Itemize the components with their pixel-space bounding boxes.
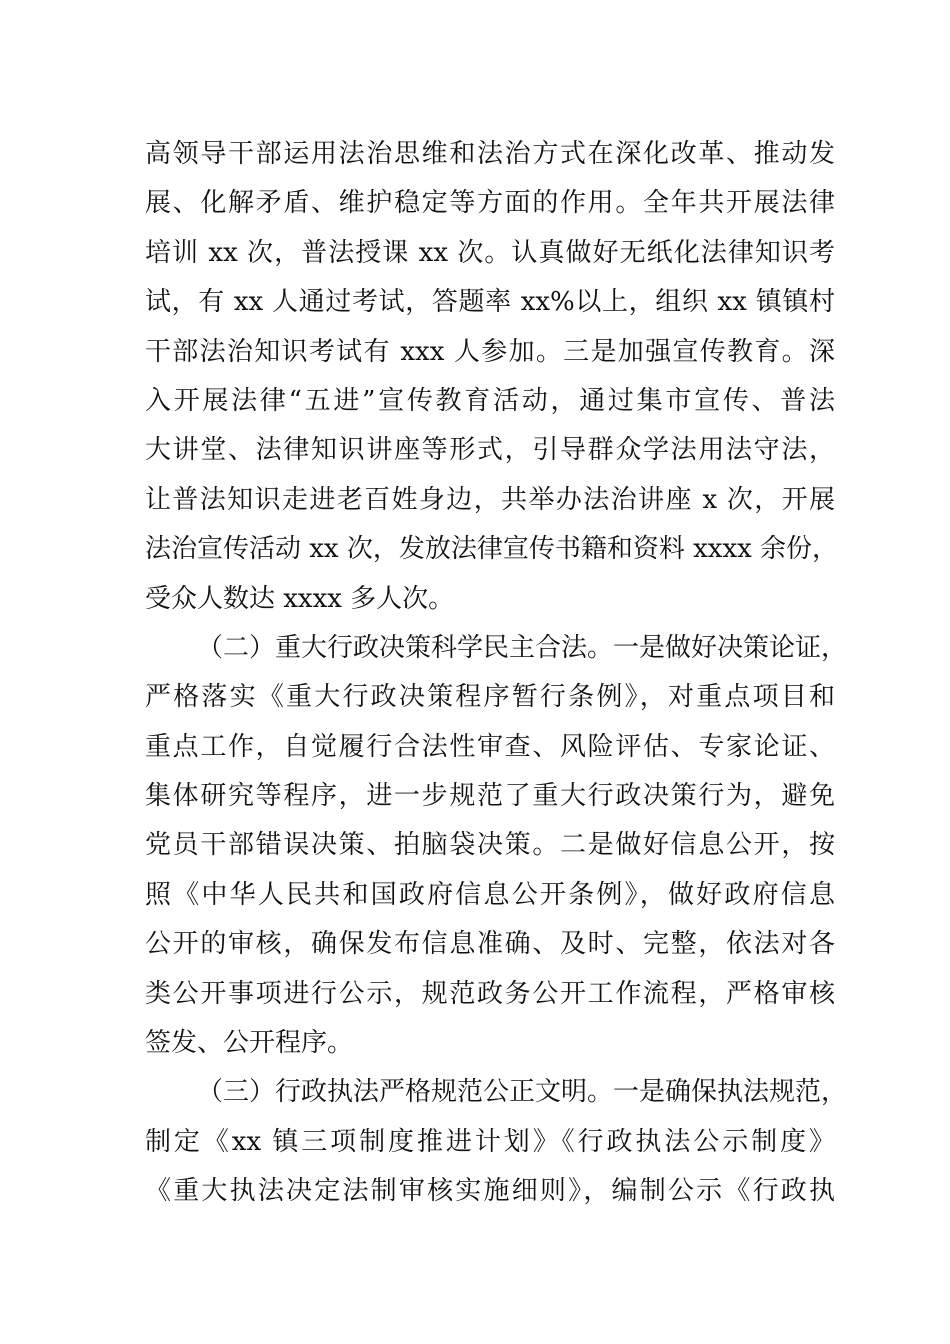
section-heading-line: （二）重大行政决策科学民主合法。一是做好决策论证，: [197, 632, 848, 663]
text-line: 照《中华人民共和国政府信息公开条例》，做好政府信息: [145, 879, 835, 910]
text-line: 党员干部错误决策、拍脑袋决策。二是做好信息公开，按: [145, 830, 835, 861]
section-heading-line: （三）行政执法严格规范公正文明。一是确保执法规范，: [197, 1077, 848, 1108]
text-line: 干部法治知识考试有 xxx 人参加。三是加强宣传教育。深: [145, 336, 835, 367]
body-text: [145, 130, 848, 1217]
text-line: 法治宣传活动 xx 次，发放法律宣传书籍和资料 xxxx 余份，: [145, 534, 839, 565]
text-line: 展、化解矛盾、维护稳定等方面的作用。全年共开展法律: [145, 188, 835, 219]
text-line: 《重大执法决定法制审核实施细则》，编制公示《行政执: [145, 1176, 835, 1207]
text-line: 重点工作，自觉履行合法性审查、风险评估、专家论证、: [145, 731, 835, 762]
text-line: 制定《xx 镇三项制度推进计划》《行政执法公示制度》: [145, 1126, 835, 1157]
text-line: 试，有 xx 人通过考试，答题率 xx%以上，组织 xx 镇镇村: [145, 287, 835, 318]
text-line: 培训 xx 次，普法授课 xx 次。认真做好无纸化法律知识考: [145, 237, 835, 268]
text-line: 入开展法律“五进”宣传教育活动，通过集市宣传、普法: [145, 385, 835, 416]
text-line: 大讲堂、法律知识讲座等形式，引导群众学法用法守法，: [145, 435, 835, 466]
text-line: 高领导干部运用法治思维和法治方式在深化改革、推动发: [145, 139, 835, 169]
text-line: 严格落实《重大行政决策程序暂行条例》，对重点项目和: [145, 682, 835, 713]
text-line: 受众人数达 xxxx 多人次。: [145, 583, 455, 614]
text-line: 签发、公开程序。: [145, 1028, 354, 1059]
text-line: 让普法知识走进老百姓身边，共举办法治讲座 x 次，开展: [145, 484, 835, 515]
text-line: 类公开事项进行公示，规范政务公开工作流程，严格审核: [145, 978, 835, 1009]
text-line: 公开的审核，确保发布信息准确、及时、完整，依法对各: [145, 929, 835, 960]
text-line: 集体研究等程序，进一步规范了重大行政决策行为，避免: [145, 781, 835, 812]
